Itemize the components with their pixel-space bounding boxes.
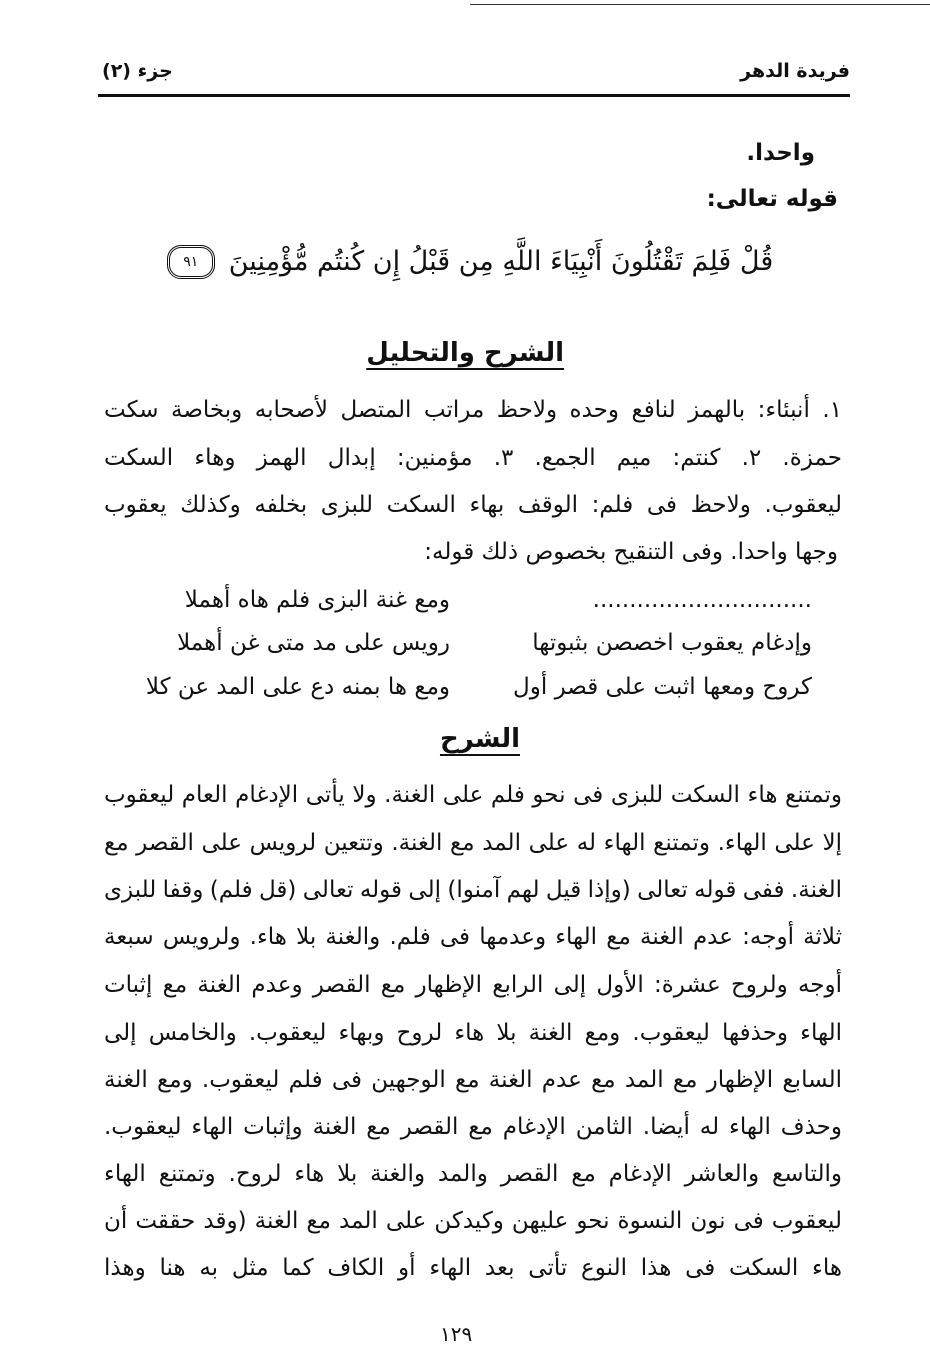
section-heading: الشرح والتحليل — [366, 338, 564, 368]
paragraph-line: ١. أنبئاء: بالهمز لنافع وحده ولاحظ مراتب المتصل لأصحابه وبخاصة سكت — [104, 397, 842, 423]
paragraph-line: وجها واحدا. وفى التنقيح بخصوص ذلك قوله: — [424, 539, 838, 565]
intro-line: واحدا. — [746, 140, 815, 166]
paragraph-line: هاء السكت فى هذا النوع تأتى بعد الهاء أو الكاف كما مثل به هنا وهذا — [104, 1255, 842, 1281]
paragraph-line: ليعقوب. ولاحظ فى فلم: الوقف بهاء السكت للبزى بخلفه وكذلك يعقوب — [104, 492, 842, 518]
poem-hemistich-left: ومع غنة البزى فلم هاه أهملا — [184, 587, 450, 613]
paragraph-line: الغنة. ففى قوله تعالى (وإذا قيل لهم آمنوا) إلى قوله تعالى (قل فلم) وقفا للبزى — [104, 877, 842, 903]
section-heading: الشرح — [439, 724, 520, 754]
paragraph-line: حمزة. ٢. كنتم: ميم الجمع. ٣. مؤمنين: إبدال الهمز وهاء السكت — [104, 445, 842, 471]
poem-hemistich-right: وإدغام يعقوب اخصصن بثبوتها — [532, 630, 812, 656]
page-number: ١٢٩ — [440, 1322, 473, 1346]
running-header-title: فريدة الدهر — [740, 60, 850, 82]
verse-row — [100, 240, 840, 284]
paragraph-line: وحذف الهاء له أيضا. الثامن الإدغام مع القصر مع الغنة وإثبات الهاء ليعقوب. — [104, 1114, 842, 1140]
poem-hemistich-right: كروح ومعها اثبت على قصر أول — [513, 674, 812, 700]
poem-hemistich-left: ومع ها بمنه دع على المد عن كلا — [145, 674, 450, 700]
poem-hemistich-right: .............................. — [592, 587, 812, 613]
quran-verse: قُلْ فَلِمَ تَقْتُلُونَ أَنْبِيَاءَ اللَّهِ مِن قَبْلُ إِن كُنتُم مُّؤْمِنِينَ — [228, 246, 774, 277]
scan-edge-line — [470, 4, 930, 5]
poem-hemistich-left: رويس على مد متى غن أهملا — [177, 630, 450, 656]
paragraph-line: إلا على الهاء. وتمتنع الهاء له على المد مع الغنة. وتتعين لرويس على القصر مع — [104, 830, 842, 856]
paragraph-line: الهاء وحذفها ليعقوب. ومع الغنة بلا هاء لروح وبهاء ليعقوب. والخامس إلى — [104, 1020, 842, 1046]
paragraph-line: أوجه ولروح عشرة: الأول إلى الرابع الإظهار مع القصر وعدم الغنة مع إثبات — [104, 972, 842, 998]
running-header-part: جزء (٢) — [102, 60, 173, 82]
paragraph-line: والتاسع والعاشر الإدغام مع القصر والمد والغنة بلا هاء لروح. وتمتنع الهاء — [104, 1161, 842, 1187]
ayah-number-marker: ٩١ — [167, 245, 215, 279]
header-rule — [98, 94, 850, 97]
paragraph-line: السابع الإظهار مع المد مع عدم الغنة مع الوجهين فى فلم ليعقوب. ومع الغنة — [104, 1067, 842, 1093]
verse-intro: قوله تعالى: — [706, 186, 838, 212]
paragraph-line: وتمتنع هاء السكت للبزى فى نحو فلم على الغنة. ولا يأتى الإدغام العام ليعقوب — [104, 782, 842, 808]
paragraph-line: ليعقوب فى نون النسوة نحو عليهن وكيدكن على المد مع الغنة (وقد حققت أن — [104, 1208, 842, 1234]
paragraph-line: ثلاثة أوجه: عدم الغنة مع الهاء وعدمها فى فلم. والغنة بلا هاء. ولرويس سبعة — [104, 924, 842, 950]
